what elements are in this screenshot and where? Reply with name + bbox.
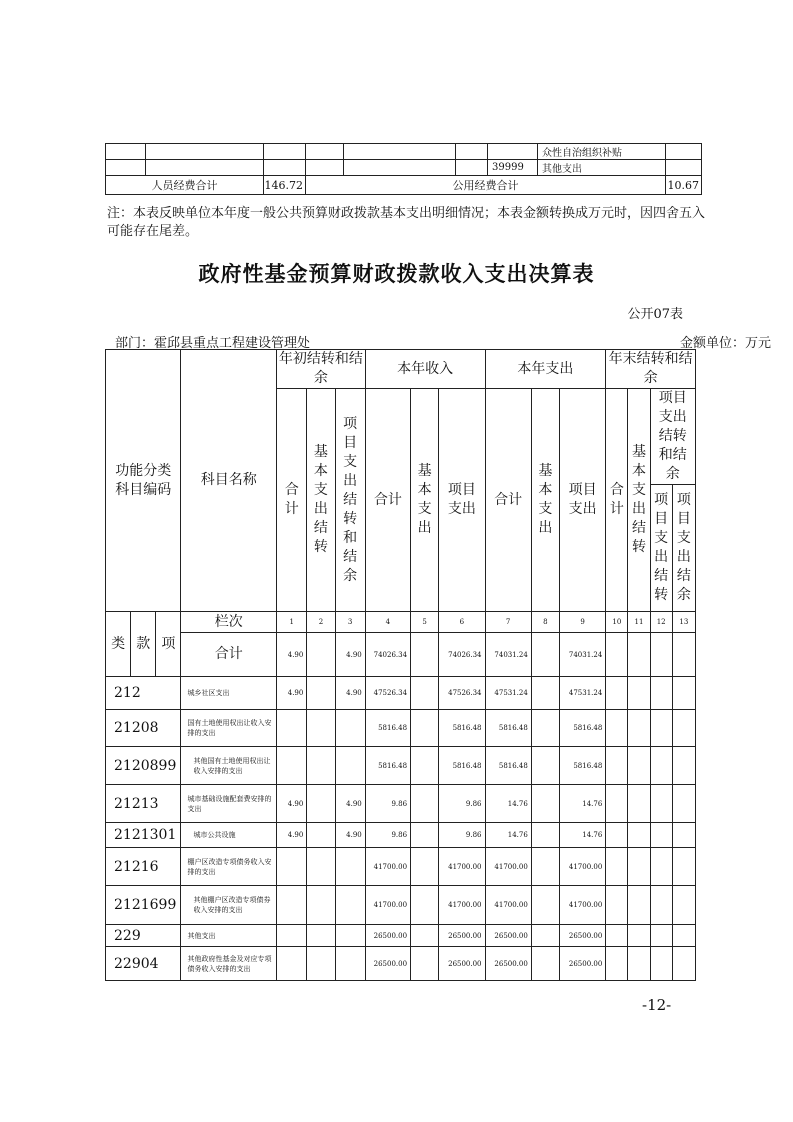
cell-value [307, 747, 335, 785]
cell-value: 4.90 [277, 785, 307, 823]
cell-value: 5816.48 [560, 710, 606, 747]
header-xiang: 项 [156, 612, 181, 677]
header-total: 合计 [606, 389, 628, 612]
cell-value: 74026.34 [365, 633, 410, 677]
header-lanci: 栏次 [181, 612, 277, 633]
header-begin-balance: 年初结转和结余 [277, 350, 366, 389]
cell-value: 41700.00 [365, 848, 410, 886]
cell-value: 4.90 [277, 633, 307, 677]
cell-value [411, 886, 439, 925]
cell-value [606, 633, 628, 677]
column-number: 5 [411, 612, 439, 633]
cell-value: 9.86 [365, 823, 410, 848]
column-number: 11 [628, 612, 650, 633]
cell-value [531, 785, 559, 823]
cell-value: 4.90 [335, 633, 365, 677]
cell-value [307, 677, 335, 710]
header-project-balance-sub: 项目支出结余 [672, 485, 695, 612]
cell-value [307, 710, 335, 747]
cell-value: 4.90 [335, 823, 365, 848]
cell-value: 5816.48 [485, 710, 531, 747]
cell-value: 9.86 [365, 785, 410, 823]
cell-value [411, 925, 439, 947]
cell-value: 47526.34 [439, 677, 485, 710]
cell-subject: 城市公共设施 [181, 823, 277, 848]
cell-value: 5816.48 [485, 747, 531, 785]
cell-value: 5816.48 [560, 747, 606, 785]
cell-value: 9.86 [439, 823, 485, 848]
table-row [106, 785, 696, 823]
cell-code: 22904 [106, 947, 181, 981]
cell-value [531, 925, 559, 947]
fund-budget-table [105, 349, 696, 981]
cell-value [335, 947, 365, 981]
cell-value [307, 886, 335, 925]
cell-value [411, 848, 439, 886]
page-title: 政府性基金预算财政拨款收入支出决算表 [198, 262, 595, 286]
public-total-value: 10.67 [666, 176, 702, 195]
cell-code: 2121699 [106, 886, 181, 925]
cell-value [277, 747, 307, 785]
page-number: -12- [642, 996, 672, 1014]
cell-code: 21216 [106, 848, 181, 886]
column-number: 2 [307, 612, 335, 633]
header-total: 合计 [365, 389, 410, 612]
cell-code: 212 [106, 677, 181, 710]
header-total: 合计 [277, 389, 307, 612]
cell-code: 229 [106, 925, 181, 947]
header-project-carry: 项目支出结转和结余 [335, 389, 365, 612]
table-row [106, 925, 696, 947]
cell-value [411, 747, 439, 785]
cell-subject: 城乡社区支出 [181, 677, 277, 710]
column-number: 1 [277, 612, 307, 633]
cell-value [531, 747, 559, 785]
header-income: 本年收入 [365, 350, 485, 389]
table-row [106, 710, 696, 747]
header-basic: 基本支出 [531, 389, 559, 612]
cell-subject: 国有土地使用权出让收入安排的支出 [181, 710, 277, 747]
header-total: 合计 [485, 389, 531, 612]
cell-subject: 城市基础设施配套费安排的支出 [181, 785, 277, 823]
cell-value [531, 886, 559, 925]
cell-value: 26500.00 [439, 947, 485, 981]
cell-value [335, 710, 365, 747]
header-func-code: 功能分类科目编码 [106, 350, 181, 612]
personnel-total-value: 146.72 [264, 176, 306, 195]
cell-subject: 众性自治组织补贴 [538, 144, 666, 160]
column-number: 6 [439, 612, 485, 633]
column-number: 8 [531, 612, 559, 633]
cell-value [335, 747, 365, 785]
cell-subject: 其他棚户区改造专项债券收入安排的支出 [181, 886, 277, 925]
cell-value: 5816.48 [365, 710, 410, 747]
cell-value [277, 886, 307, 925]
column-number: 9 [560, 612, 606, 633]
cell-subject: 棚户区改造专项债务收入安排的支出 [181, 848, 277, 886]
cell-value [277, 925, 307, 947]
cell-value: 4.90 [277, 823, 307, 848]
cell-value: 26500.00 [439, 925, 485, 947]
cell-value: 14.76 [560, 823, 606, 848]
department-label: 部门：霍邱县重点工程建设管理处 [115, 336, 311, 351]
cell-value [335, 925, 365, 947]
column-number: 4 [365, 612, 410, 633]
cell-value: 26500.00 [560, 925, 606, 947]
cell-value [411, 785, 439, 823]
cell-value: 5816.48 [439, 710, 485, 747]
cell-value [411, 823, 439, 848]
cell-value [277, 710, 307, 747]
cell-value: 14.76 [560, 785, 606, 823]
personnel-total-label: 人员经费合计 [106, 176, 264, 195]
cell-code: 2120899 [106, 747, 181, 785]
table-row [106, 848, 696, 886]
table-row [106, 947, 696, 981]
cell-value [307, 925, 335, 947]
cell-value [531, 633, 559, 677]
previous-table-fragment [105, 143, 702, 195]
cell-value: 74026.34 [439, 633, 485, 677]
table-row [106, 144, 702, 160]
cell-value: 47531.24 [560, 677, 606, 710]
column-number: 13 [672, 612, 695, 633]
cell-value [307, 785, 335, 823]
column-number: 7 [485, 612, 531, 633]
table-row [106, 747, 696, 785]
cell-value: 26500.00 [560, 947, 606, 981]
cell-value: 14.76 [485, 823, 531, 848]
cell-value [411, 710, 439, 747]
cell-value: 14.76 [485, 785, 531, 823]
header-kuan: 款 [131, 612, 156, 677]
table-note: 注：本表反映单位本年度一般公共预算财政拨款基本支出明细情况；本表金额转换成万元时，因四舍五入可能存在尾差。 [107, 206, 706, 239]
column-number: 3 [335, 612, 365, 633]
cell-value [307, 823, 335, 848]
cell-value [672, 633, 695, 677]
header-end-balance: 年末结转和结余 [606, 350, 696, 389]
column-number: 12 [650, 612, 672, 633]
cell-value [531, 677, 559, 710]
table-row [106, 677, 696, 710]
cell-value: 41700.00 [439, 848, 485, 886]
cell-value [277, 947, 307, 981]
cell-value: 4.90 [277, 677, 307, 710]
cell-value [335, 886, 365, 925]
column-number-row [106, 612, 696, 633]
cell-value [531, 947, 559, 981]
cell-value: 5816.48 [439, 747, 485, 785]
header-basic-carry: 基本支出结转 [307, 389, 335, 612]
header-basic: 基本支出 [411, 389, 439, 612]
cell-subject: 其他支出 [538, 160, 666, 176]
cell-value: 26500.00 [365, 925, 410, 947]
cell-value: 9.86 [439, 785, 485, 823]
cell-value: 4.90 [335, 677, 365, 710]
cell-value: 41700.00 [485, 886, 531, 925]
table-row [106, 823, 696, 848]
cell-value: 41700.00 [560, 886, 606, 925]
cell-value: 74031.24 [485, 633, 531, 677]
public-total-label: 公用经费合计 [306, 176, 666, 195]
cell-code: 21208 [106, 710, 181, 747]
cell-code: 39999 [488, 160, 538, 176]
header-subject-name: 科目名称 [181, 350, 277, 612]
table-row [106, 160, 702, 176]
cell-value: 41700.00 [365, 886, 410, 925]
cell-value: 5816.48 [365, 747, 410, 785]
table-row [106, 886, 696, 925]
cell-code: 2121301 [106, 823, 181, 848]
cell-value: 4.90 [335, 785, 365, 823]
cell-value [531, 710, 559, 747]
header-expense: 本年支出 [485, 350, 606, 389]
column-number: 10 [606, 612, 628, 633]
cell-value [411, 633, 439, 677]
header-lei: 类 [106, 612, 131, 677]
cell-value [307, 947, 335, 981]
cell-value [335, 848, 365, 886]
summary-row [106, 176, 702, 195]
cell-value [411, 677, 439, 710]
cell-value [277, 848, 307, 886]
total-row [106, 633, 696, 677]
cell-value [531, 823, 559, 848]
total-label: 合计 [181, 633, 277, 677]
cell-value [650, 633, 672, 677]
cell-subject: 其他支出 [181, 925, 277, 947]
amount-unit-label: 金额单位：万元 [679, 336, 771, 351]
table-number: 公开07表 [627, 307, 683, 322]
cell-value: 41700.00 [485, 848, 531, 886]
cell-subject: 其他政府性基金及对应专项债务收入安排的支出 [181, 947, 277, 981]
header-project-carry-sub: 项目支出结转 [650, 485, 672, 612]
cell-value: 47531.24 [485, 677, 531, 710]
cell-value: 26500.00 [365, 947, 410, 981]
cell-code: 21213 [106, 785, 181, 823]
cell-value [307, 848, 335, 886]
cell-value: 41700.00 [439, 886, 485, 925]
cell-value [411, 947, 439, 981]
cell-subject: 其他国有土地使用权出让收入安排的支出 [181, 747, 277, 785]
cell-value [628, 633, 650, 677]
header-row [106, 350, 696, 389]
header-project-carry-group: 项目支出结转和结余 [650, 389, 695, 485]
cell-value [531, 848, 559, 886]
header-basic-carry: 基本支出结转 [628, 389, 650, 612]
header-project: 项目支出 [560, 389, 606, 612]
cell-value: 26500.00 [485, 947, 531, 981]
cell-value: 26500.00 [485, 925, 531, 947]
cell-value: 47526.34 [365, 677, 410, 710]
cell-value: 41700.00 [560, 848, 606, 886]
cell-value [307, 633, 335, 677]
header-project: 项目支出 [439, 389, 485, 612]
cell-value: 74031.24 [560, 633, 606, 677]
